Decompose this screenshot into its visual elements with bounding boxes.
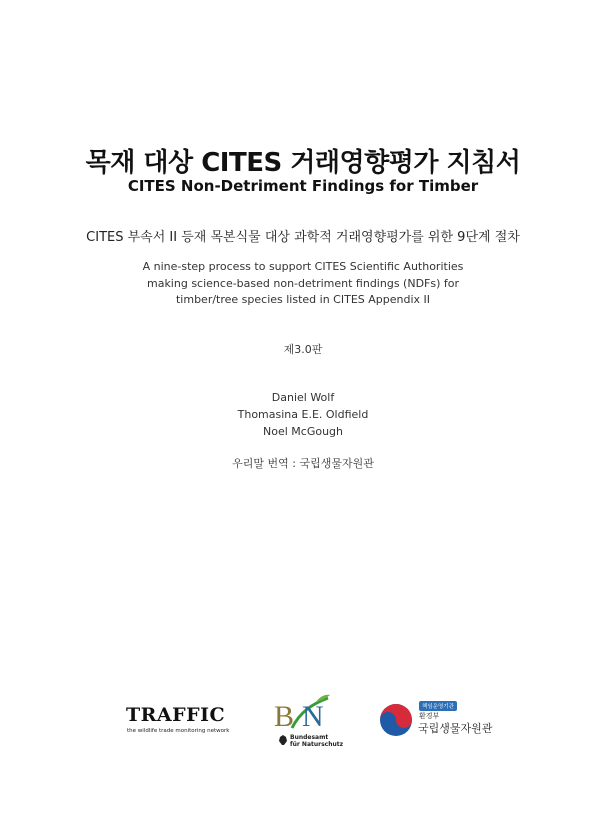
description-line: A nine-step process to support CITES Scientific Authorities (142, 260, 464, 273)
author-name: Thomasina E.E. Oldfield (237, 408, 369, 421)
taegeuk-icon (378, 702, 414, 738)
author-list (0, 389, 606, 440)
bfn-caption-line: für Naturschutz (290, 741, 344, 748)
bfn-caption-line: Bundesamt (290, 734, 329, 741)
svg-text:N: N (302, 700, 324, 733)
document-title-english: CITES Non-Detriment Findings for Timber (127, 177, 479, 195)
bfn-emblem-icon (272, 692, 352, 734)
subtitle-korean: CITES 부속서 II 등재 목본식물 대상 과학적 거래영향평가를 위한 9단계 절차 (86, 230, 520, 245)
edition-label: 제3.0판 (283, 343, 323, 356)
description-line: making science-based non-detriment findings (NDFs) for (146, 276, 460, 290)
agency-badge: 책임운영기관 (419, 701, 457, 711)
traffic-logo (126, 704, 230, 738)
traffic-wordmark: TRAFFIC (126, 704, 226, 726)
document-title-korean: 목재 대상 CITES 거래영향평가 지침서 (85, 148, 521, 178)
bfn-caption (290, 734, 343, 748)
author-name: Daniel Wolf (271, 391, 335, 404)
nibr-logo (378, 700, 498, 740)
institute-name: 국립생물자원관 (418, 722, 493, 735)
translation-credit: 우리말 번역 : 국립생물자원관 (232, 457, 374, 470)
description-english (0, 259, 606, 309)
description-line: timber/tree species listed in CITES Appendix II (175, 293, 431, 306)
author-name: Noel McGough (263, 425, 343, 438)
svg-text:B: B (274, 700, 295, 733)
traffic-tagline: the wildlife trade monitoring network (127, 728, 230, 734)
ministry-label: 환경부 (419, 712, 440, 720)
federal-eagle-icon (278, 734, 288, 746)
bfn-logo (272, 692, 352, 754)
